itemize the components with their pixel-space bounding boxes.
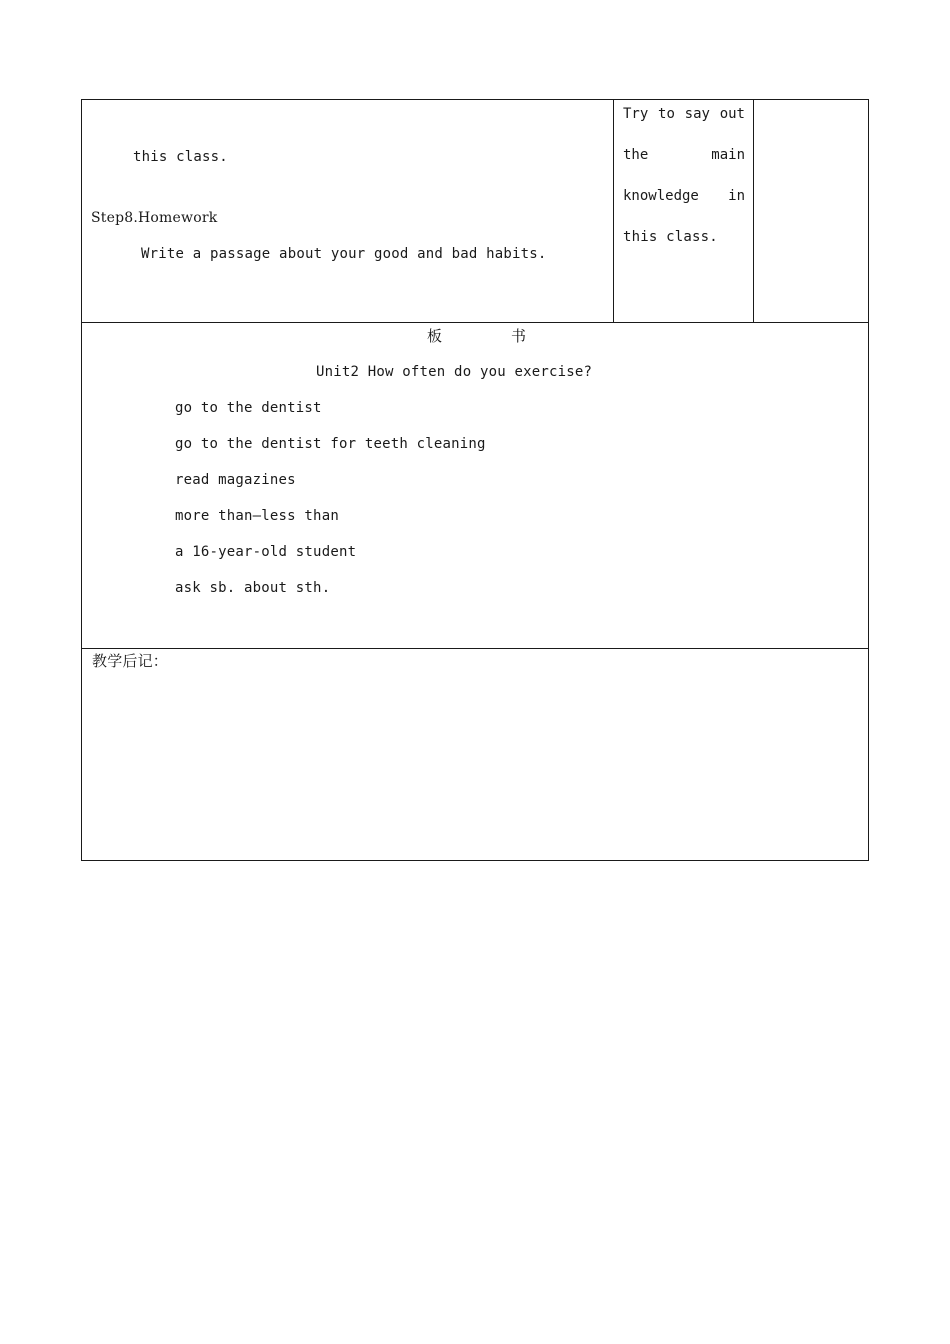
- word: Try: [623, 106, 649, 122]
- homework-text: Write a passage about your good and bad habits.: [141, 246, 547, 262]
- board-item: read magazines: [175, 472, 296, 488]
- step-heading: Step8.Homework: [91, 210, 218, 226]
- board-item: go to the dentist for teeth cleaning: [175, 436, 486, 452]
- board-item: more than—less than: [175, 508, 339, 524]
- activity-line-4: this class.: [623, 229, 718, 245]
- board-heading-right: 书: [511, 327, 527, 345]
- row-divider-2: [82, 648, 868, 649]
- word: in: [728, 188, 745, 204]
- board-item: a 16-year-old student: [175, 544, 357, 560]
- word: main: [711, 147, 745, 163]
- row-divider-1: [82, 322, 868, 323]
- column-divider-1: [613, 100, 614, 322]
- word: to: [658, 106, 675, 122]
- activity-line-3: [623, 187, 745, 205]
- word: out: [719, 106, 745, 122]
- board-title: Unit2 How often do you exercise?: [316, 364, 593, 380]
- continued-text: this class.: [133, 149, 228, 165]
- word: the: [623, 147, 649, 163]
- reflection-label: 教学后记：: [92, 652, 169, 670]
- board-item: go to the dentist: [175, 400, 322, 416]
- activity-line-1: [623, 105, 745, 123]
- word: say: [684, 106, 710, 122]
- board-heading-left: 板: [427, 327, 443, 345]
- lesson-plan-table: [81, 99, 869, 861]
- board-item: ask sb. about sth.: [175, 580, 331, 596]
- design-intent-cell: [754, 100, 869, 322]
- activity-line-2: [623, 146, 745, 164]
- word: knowledge: [623, 188, 699, 204]
